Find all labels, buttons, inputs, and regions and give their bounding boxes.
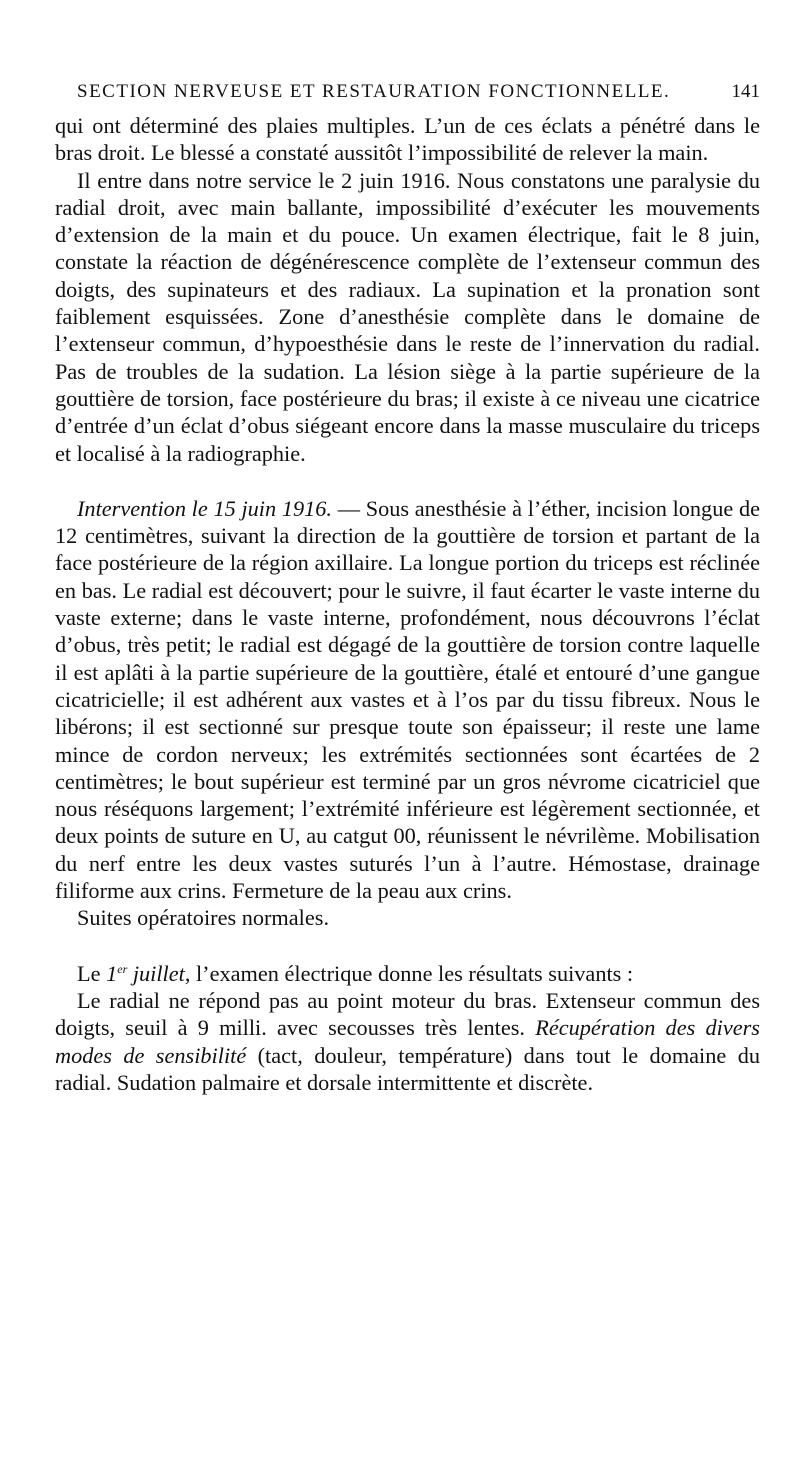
paragraph-intervention (55, 495, 760, 904)
paragraph-continuation: qui ont déterminé des plaies multiples. L’un de ces éclats a pénétré dans le bras droit. Le blessé a constaté aussitôt l’impossibilité de relever la main. (55, 113, 760, 166)
section-gap (55, 467, 760, 495)
intervention-heading: Intervention le 15 juin 1916. (77, 495, 333, 521)
paragraph-postop: Suites opératoires normales. (77, 905, 330, 931)
followup-date-number: 1 (106, 960, 118, 986)
results-italic: Récupération des divers modes de sensibilité (55, 1015, 760, 1068)
running-header (55, 72, 760, 112)
results-tail: (tact, douleur, température) dans tout le domaine du radial. Sudation palmaire et dorsale intermittente et discrète. (55, 1042, 760, 1095)
paragraph-followup-results (55, 987, 760, 1096)
followup-text: , l’examen électrique donne les résultats suivants : (184, 960, 634, 986)
followup-date-ordinal: er (117, 961, 128, 976)
paragraph-clinical-exam: Il entre dans notre service le 2 juin 1916. Nous constatons une paralysie du radial droit, avec main ballante, impossibilité d’exécuter les mouvements d’extension de la main et du pouce. Un examen électrique, fait le 8 juin, constate la réaction de dégénérescence complète de l’extenseur commun des doigts, des supinateurs et des radiaux. La supination et la pronation sont faiblement esquissées. Zone d’anesthésie complète dans le domaine de l’extenseur commun, d’hypoesthésie dans le reste de l’innervation du radial. Pas de troubles de la sudation. La lésion siège à la partie supérieure de la gouttière de torsion, face postérieure du bras; il existe à ce niveau une cicatrice d’entrée d’un éclat d’obus siégeant encore dans la masse musculaire du triceps et localisé à la radiographie. (55, 167, 760, 466)
results-text: Le radial ne répond pas au point moteur du bras. Extenseur commun des doigts, seuil à 9 milli. avec secousses très lentes. (55, 987, 760, 1041)
followup-date (106, 961, 185, 986)
page-number: 141 (731, 81, 760, 102)
followup-date-month: juillet (127, 960, 185, 986)
intervention-text: — Sous anesthésie à l’éther, incision longue de 12 centimètres, suivant la direction de la gouttière de torsion et partant de la face postérieure de la région axillaire. La longue portion du triceps est réclinée en bas. Le radial est découvert; pour le suivre, il faut écarter le vaste interne du vaste externe; dans le vaste interne, profondément, nous découvrons l’éclat d’obus, très petit; le radial est dégagé de la gouttière de torsion contre laquelle il est aplâti à la partie supérieure de la gouttière, étalé et entouré d’une gangue cicatricielle; il est adhérent aux vastes et à l’os par du tissu fibreux. Nous le libérons; il est sectionné sur presque toute son épaisseur; il reste une lame mince de cordon nerveux; les extrémités sectionnées sont écartées de 2 centimètres; le bout supérieur est terminé par un gros névrome cicatriciel que nous réséquons largement; l’extrémité inférieure est légèrement sectionnée, et deux points de suture en U, au catgut 00, réunissent le névrilème. Mobilisation du nerf entre les deux vastes suturés l’un à l’autre. Hémostase, drainage filiforme aux crins. Fermeture de la peau aux crins. (55, 495, 760, 904)
document-page (55, 72, 760, 1096)
followup-prefix: Le (77, 960, 107, 986)
section-gap (55, 932, 760, 960)
running-title: SECTION NERVEUSE ET RESTAURATION FONCTIONNELLE. (77, 81, 671, 102)
paragraph-followup-intro (55, 960, 760, 987)
